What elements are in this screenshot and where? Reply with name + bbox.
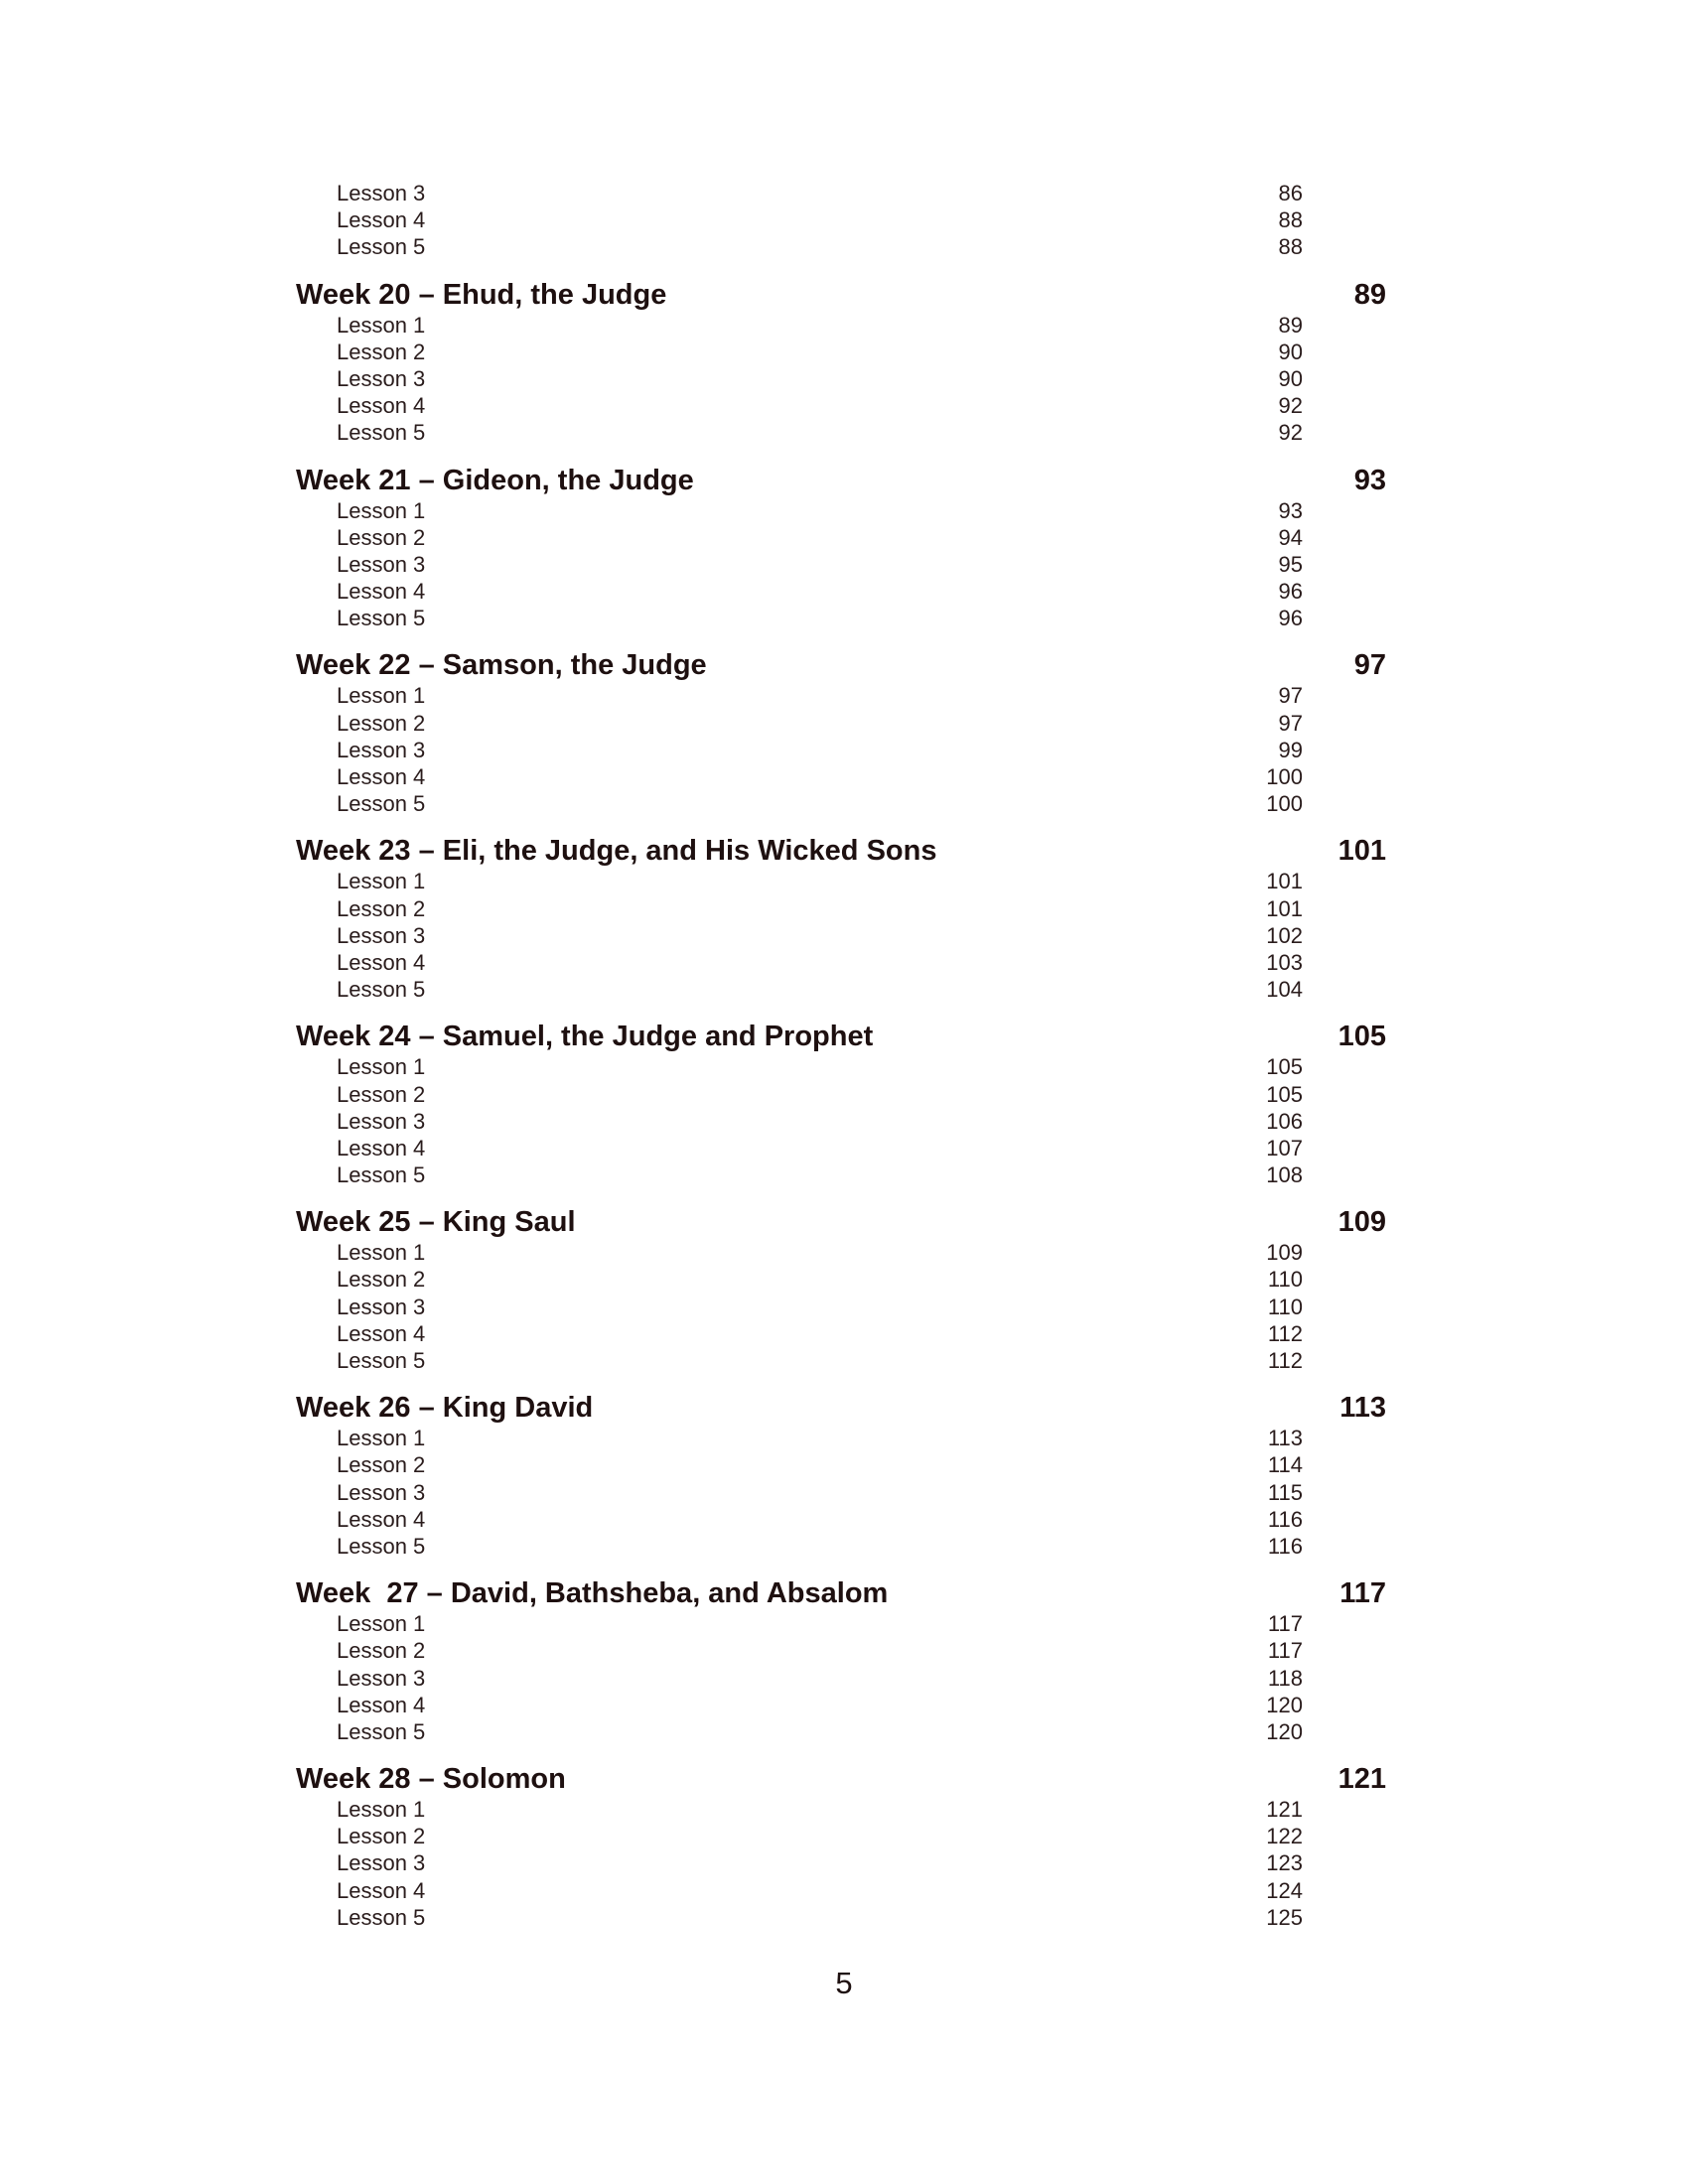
lesson-row [296, 763, 1388, 790]
week-lessons [296, 868, 1388, 1003]
lesson-page-number: 100 [1266, 791, 1303, 817]
lesson-page-number: 92 [1278, 393, 1303, 419]
week-section-7 [296, 1392, 1388, 1560]
week-heading [296, 1392, 1388, 1425]
lesson-row [296, 497, 1388, 524]
lesson-row [296, 1718, 1388, 1745]
lesson-label: Lesson 5 [337, 234, 426, 260]
page-number: 5 [835, 1966, 853, 2000]
lesson-page-number: 88 [1278, 207, 1303, 233]
lesson-page-number: 86 [1278, 181, 1303, 205]
lesson-row [296, 1320, 1388, 1347]
week-heading [296, 649, 1388, 682]
lesson-page-number: 101 [1266, 869, 1303, 894]
week-heading [296, 1763, 1388, 1796]
week-heading [296, 835, 1388, 868]
week-section-4 [296, 835, 1388, 1003]
lesson-row [296, 976, 1388, 1003]
week-heading [296, 465, 1388, 497]
lesson-page-number: 99 [1278, 737, 1303, 762]
lesson-row [296, 524, 1388, 551]
lesson-row [296, 1692, 1388, 1718]
week-section-2 [296, 465, 1388, 632]
lesson-label: Lesson 4 [337, 1135, 426, 1160]
week-page-number: 93 [1353, 464, 1386, 496]
lesson-row [296, 895, 1388, 922]
lesson-label: Lesson 3 [337, 181, 426, 205]
lesson-label: Lesson 5 [337, 1718, 426, 1744]
lesson-label: Lesson 1 [337, 683, 426, 709]
lesson-page-number: 103 [1266, 949, 1303, 975]
lesson-row [296, 312, 1388, 339]
lesson-page-number: 95 [1278, 551, 1303, 577]
lesson-row [296, 1610, 1388, 1637]
lesson-row [296, 1425, 1388, 1451]
lesson-row [296, 1135, 1388, 1161]
lesson-label: Lesson 5 [337, 606, 426, 631]
lesson-label: Lesson 2 [337, 895, 426, 921]
lesson-row [296, 605, 1388, 631]
week-page-number: 101 [1337, 835, 1386, 868]
lesson-row [296, 1823, 1388, 1849]
lesson-page-number: 112 [1267, 1320, 1303, 1346]
week-heading [296, 1577, 1388, 1610]
lesson-label: Lesson 3 [337, 1479, 426, 1505]
week-title: Week 28 – Solomon [296, 1763, 566, 1796]
week-lessons [296, 1796, 1388, 1931]
week-title: Week 27 – David, Bathsheba, and Absalom [296, 1577, 889, 1610]
lesson-page-number: 115 [1267, 1479, 1303, 1505]
lesson-page-number: 97 [1278, 710, 1303, 736]
lesson-page-number: 112 [1267, 1348, 1303, 1373]
week-lessons [296, 682, 1388, 817]
week-page-number: 97 [1353, 649, 1386, 682]
week-page-number: 113 [1339, 1392, 1386, 1425]
lesson-label: Lesson 3 [337, 551, 426, 577]
lesson-label: Lesson 1 [337, 497, 426, 523]
lesson-page-number: 109 [1266, 1240, 1303, 1266]
week-heading [296, 279, 1388, 312]
lesson-row [296, 1849, 1388, 1876]
lesson-label: Lesson 5 [337, 1162, 426, 1188]
week-page-number: 105 [1337, 1021, 1386, 1053]
lesson-row [296, 1479, 1388, 1506]
lesson-label: Lesson 4 [337, 1320, 426, 1346]
lesson-row [296, 1294, 1388, 1320]
lesson-row [296, 1081, 1388, 1108]
lesson-page-number: 117 [1267, 1611, 1303, 1637]
week-heading [296, 1021, 1388, 1053]
lesson-label: Lesson 5 [337, 791, 426, 817]
lesson-label: Lesson 4 [337, 393, 426, 419]
lesson-page-number: 104 [1266, 977, 1303, 1003]
lesson-page-number: 106 [1266, 1108, 1303, 1134]
lesson-label: Lesson 1 [337, 312, 426, 338]
lesson-page-number: 120 [1266, 1718, 1303, 1744]
lesson-label: Lesson 2 [337, 1824, 426, 1849]
lesson-page-number: 108 [1266, 1162, 1303, 1188]
lesson-row [296, 922, 1388, 949]
lesson-label: Lesson 4 [337, 207, 426, 233]
lesson-page-number: 96 [1278, 579, 1303, 605]
lesson-row [296, 339, 1388, 365]
lesson-label: Lesson 3 [337, 1108, 426, 1134]
continued-lessons [296, 180, 1388, 261]
lesson-label: Lesson 1 [337, 1240, 426, 1266]
week-lessons [296, 1239, 1388, 1374]
lesson-label: Lesson 1 [337, 869, 426, 894]
weeks-list [296, 279, 1388, 1931]
lesson-label: Lesson 3 [337, 737, 426, 762]
lesson-label: Lesson 5 [337, 1348, 426, 1373]
lesson-page-number: 122 [1266, 1824, 1303, 1849]
lesson-row [296, 1451, 1388, 1478]
lesson-page-number: 90 [1278, 339, 1303, 364]
week-section-6 [296, 1206, 1388, 1374]
week-section-8 [296, 1577, 1388, 1745]
lesson-page-number: 96 [1278, 606, 1303, 631]
lesson-page-number: 107 [1266, 1135, 1303, 1160]
week-page-number: 117 [1339, 1577, 1386, 1610]
lesson-row [296, 1506, 1388, 1533]
lesson-row [296, 1904, 1388, 1931]
week-title: Week 23 – Eli, the Judge, and His Wicked Sons [296, 835, 937, 868]
week-section-5 [296, 1021, 1388, 1188]
lesson-row [296, 1533, 1388, 1560]
lesson-page-number: 101 [1266, 895, 1303, 921]
lesson-label: Lesson 5 [337, 1904, 426, 1930]
week-lessons [296, 1425, 1388, 1560]
lesson-row [296, 682, 1388, 709]
lesson-page-number: 97 [1278, 683, 1303, 709]
lesson-label: Lesson 4 [337, 1506, 426, 1532]
lesson-label: Lesson 5 [337, 977, 426, 1003]
lesson-page-number: 88 [1278, 234, 1303, 260]
lesson-row [296, 1053, 1388, 1080]
lesson-page-number: 102 [1266, 922, 1303, 948]
lesson-row [296, 233, 1388, 260]
lesson-page-number: 92 [1278, 420, 1303, 446]
lesson-row [296, 206, 1388, 233]
lesson-label: Lesson 2 [337, 1452, 426, 1478]
lesson-row [296, 1108, 1388, 1135]
lesson-row [296, 868, 1388, 894]
lesson-label: Lesson 1 [337, 1611, 426, 1637]
lesson-label: Lesson 4 [337, 949, 426, 975]
lesson-page-number: 116 [1267, 1506, 1303, 1532]
week-section-9 [296, 1763, 1388, 1931]
lesson-label: Lesson 1 [337, 1797, 426, 1823]
lesson-page-number: 125 [1266, 1904, 1303, 1930]
lesson-label: Lesson 3 [337, 365, 426, 391]
lesson-row [296, 180, 1388, 206]
lesson-page-number: 105 [1266, 1081, 1303, 1107]
lesson-label: Lesson 1 [337, 1054, 426, 1080]
lesson-row [296, 419, 1388, 446]
lesson-row [296, 949, 1388, 976]
lesson-label: Lesson 2 [337, 710, 426, 736]
week-page-number: 121 [1337, 1763, 1386, 1796]
lesson-label: Lesson 2 [337, 1081, 426, 1107]
lesson-label: Lesson 3 [337, 1665, 426, 1691]
lesson-row [296, 1796, 1388, 1823]
lesson-page-number: 93 [1278, 497, 1303, 523]
lesson-row [296, 1161, 1388, 1188]
lesson-page-number: 117 [1267, 1638, 1303, 1664]
table-of-contents [296, 180, 1388, 1931]
lesson-page-number: 100 [1266, 764, 1303, 789]
lesson-label: Lesson 5 [337, 1533, 426, 1559]
lesson-row [296, 737, 1388, 763]
lesson-row [296, 710, 1388, 737]
lesson-page-number: 113 [1267, 1426, 1303, 1451]
lesson-page-number: 105 [1266, 1054, 1303, 1080]
lesson-row [296, 790, 1388, 817]
lesson-label: Lesson 3 [337, 1850, 426, 1876]
lesson-label: Lesson 1 [337, 1426, 426, 1451]
lesson-row [296, 1665, 1388, 1692]
lesson-label: Lesson 4 [337, 1692, 426, 1717]
lesson-row [296, 1266, 1388, 1293]
week-title: Week 22 – Samson, the Judge [296, 649, 707, 682]
lesson-page-number: 110 [1267, 1267, 1303, 1293]
lesson-label: Lesson 2 [337, 524, 426, 550]
lesson-row [296, 1877, 1388, 1904]
week-heading [296, 1206, 1388, 1239]
week-title: Week 26 – King David [296, 1392, 594, 1425]
lesson-label: Lesson 3 [337, 922, 426, 948]
lesson-label: Lesson 2 [337, 1267, 426, 1293]
lesson-page-number: 90 [1278, 365, 1303, 391]
lesson-row [296, 1239, 1388, 1266]
lesson-row [296, 392, 1388, 419]
lesson-page-number: 94 [1278, 524, 1303, 550]
lesson-page-number: 89 [1278, 312, 1303, 338]
lesson-label: Lesson 5 [337, 420, 426, 446]
lesson-page-number: 118 [1267, 1665, 1303, 1691]
lesson-label: Lesson 4 [337, 1877, 426, 1903]
week-title: Week 20 – Ehud, the Judge [296, 278, 667, 311]
lesson-label: Lesson 4 [337, 764, 426, 789]
lesson-page-number: 120 [1266, 1692, 1303, 1717]
week-title: Week 21 – Gideon, the Judge [296, 464, 694, 496]
week-lessons [296, 1610, 1388, 1745]
week-lessons [296, 497, 1388, 632]
week-title: Week 24 – Samuel, the Judge and Prophet [296, 1021, 874, 1053]
week-page-number: 109 [1337, 1206, 1386, 1239]
lesson-page-number: 116 [1267, 1533, 1303, 1559]
lesson-row [296, 551, 1388, 578]
week-section-1 [296, 279, 1388, 447]
lesson-row [296, 578, 1388, 605]
week-page-number: 89 [1353, 278, 1386, 311]
lesson-page-number: 114 [1267, 1452, 1303, 1478]
lesson-label: Lesson 3 [337, 1294, 426, 1319]
lesson-page-number: 124 [1266, 1877, 1303, 1903]
lesson-label: Lesson 2 [337, 339, 426, 364]
week-lessons [296, 1053, 1388, 1188]
lesson-row [296, 1347, 1388, 1374]
lesson-page-number: 121 [1266, 1797, 1303, 1823]
week-title: Week 25 – King Saul [296, 1206, 576, 1239]
lesson-row [296, 1637, 1388, 1664]
week-lessons [296, 312, 1388, 447]
lesson-row [296, 365, 1388, 392]
lesson-label: Lesson 2 [337, 1638, 426, 1664]
week-section-3 [296, 649, 1388, 817]
lesson-page-number: 123 [1266, 1850, 1303, 1876]
lesson-page-number: 110 [1267, 1294, 1303, 1319]
lesson-label: Lesson 4 [337, 579, 426, 605]
